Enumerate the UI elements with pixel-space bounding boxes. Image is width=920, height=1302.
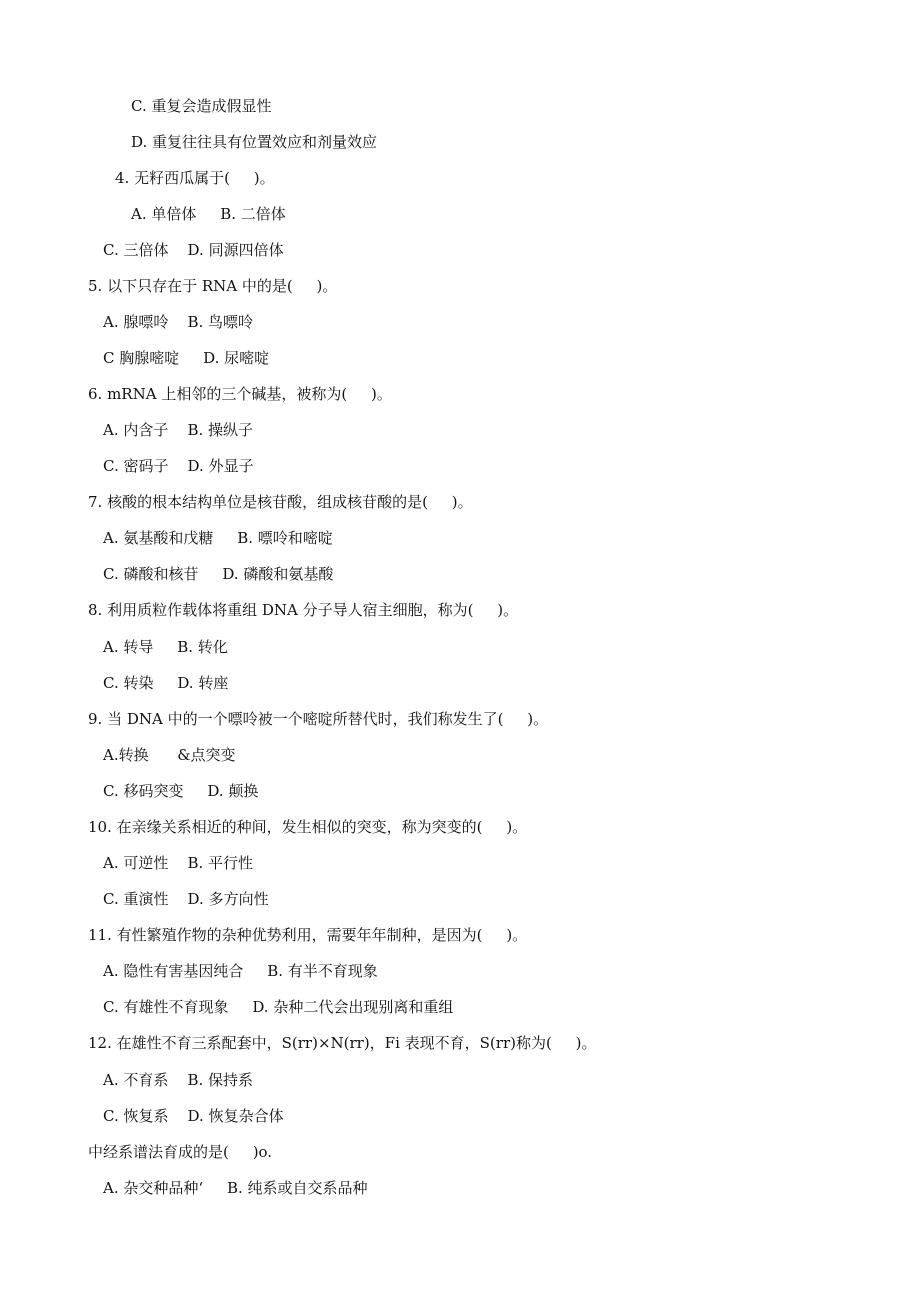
option-line: A. 不育系 B. 保持系: [103, 1071, 254, 1089]
option-line: C. 三倍体 D. 同源四倍体: [103, 241, 284, 259]
question-line: 中经系谱法育成的是( )o.: [88, 1143, 273, 1161]
option-line: A. 氨基酸和戊糖 B. 嘌呤和嘧啶: [103, 529, 333, 547]
option-line: A. 隐性有害基因纯合 B. 有半不育现象: [103, 962, 378, 980]
option-line: C. 重复会造成假显性: [131, 97, 272, 115]
question-line: 9. 当 DNA 中的一个嘌呤被一个嘧啶所替代时，我们称发生了( )。: [88, 710, 549, 728]
option-line: C. 移码突变 D. 颠换: [103, 782, 259, 800]
option-line: C. 转染 D. 转座: [103, 674, 229, 692]
option-line: A. 杂交种品种‘ B. 纯系或自交系品种: [103, 1179, 368, 1197]
option-line: D. 重复往往具有位置效应和剂量效应: [131, 133, 378, 151]
question-line: 8. 利用质粒作载体将重组 DNA 分子导人宿主细胞，称为( )。: [88, 601, 519, 619]
option-line: C 胸腺嘧啶 D. 尿嘧啶: [103, 349, 270, 367]
option-line: A. 腺嘌呤 B. 鸟嘌呤: [103, 313, 254, 331]
option-line: A. 转导 B. 转化: [103, 638, 228, 656]
question-line: 4. 无籽西瓜属于( )。: [115, 169, 275, 187]
question-line: 11. 有性繁殖作物的杂种优势利用，需要年年制种，是因为( )。: [88, 926, 528, 944]
option-line: A.转换 &点突变: [103, 746, 236, 764]
option-line: C. 恢复系 D. 恢复杂合体: [103, 1107, 284, 1125]
option-line: C. 磷酸和核苷 D. 磷酸和氨基酸: [103, 565, 334, 583]
question-line: 6. mRNA 上相邻的三个碱基，被称为( )。: [88, 385, 392, 403]
option-line: A. 内含子 B. 操纵子: [103, 421, 254, 439]
option-line: C. 重演性 D. 多方向性: [103, 890, 269, 908]
question-line: 5. 以下只存在于 RNA 中的是( )。: [88, 277, 338, 295]
question-line: 12. 在雄性不育三系配套中，S(rr)×N(rr)，Fi 表现不育，S(rr)称为( )。: [88, 1034, 597, 1052]
option-line: A. 单倍体 B. 二倍体: [131, 205, 286, 223]
option-line: C. 有雄性不育现象 D. 杂种二代会出现别离和重组: [103, 998, 454, 1016]
option-line: A. 可逆性 B. 平行性: [103, 854, 254, 872]
question-line: 10. 在亲缘关系相近的种间，发生相似的突变，称为突变的( )。: [88, 818, 528, 836]
question-line: 7. 核酸的根本结构单位是核苷酸，组成核苷酸的是( )。: [88, 493, 473, 511]
option-line: C. 密码子 D. 外显子: [103, 457, 254, 475]
